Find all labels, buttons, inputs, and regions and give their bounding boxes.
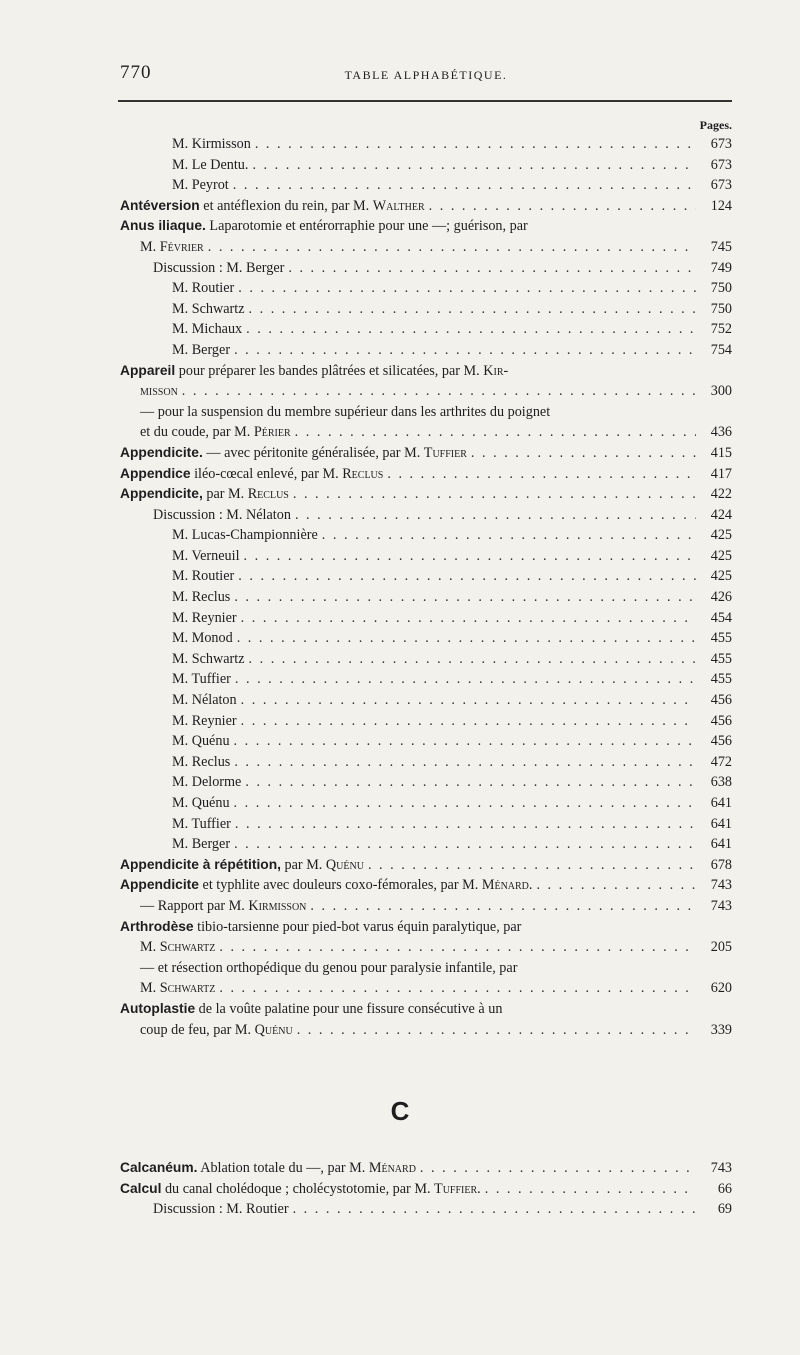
entry-page-number: 425: [710, 527, 732, 544]
entry-text: [153, 258, 284, 279]
entry-body: M. Quénu: [172, 733, 230, 750]
entry-author: Kirmisson: [248, 897, 307, 914]
entry-body: M. Reynier: [172, 712, 237, 729]
entry-page-number: 300: [710, 383, 732, 400]
leader-dots: [471, 443, 696, 464]
section-letter: C: [390, 1096, 410, 1126]
index-entry: [120, 134, 732, 155]
entry-author: Quénu: [254, 1021, 293, 1038]
index-entry: [120, 814, 732, 835]
entry-body: M.: [140, 238, 160, 255]
entry-heading: Calcanéum.: [120, 1160, 198, 1175]
entry-text: [153, 1199, 289, 1220]
leader-dots: [235, 814, 696, 835]
entry-text: [120, 484, 289, 505]
entry-body: M. Lucas-Championnière: [172, 527, 318, 544]
entry-body: M. Reynier: [172, 609, 237, 626]
entry-author: Quénu: [325, 856, 364, 873]
leader-dots: [295, 422, 696, 443]
entry-text: [153, 505, 291, 526]
index-entry: [120, 484, 732, 505]
entry-text: [172, 587, 230, 608]
entry-page-number: 455: [710, 630, 732, 647]
leader-dots: [420, 1158, 696, 1179]
entry-text: [172, 175, 229, 196]
leader-dots: [485, 1179, 696, 1200]
entry-page-number: 456: [710, 692, 732, 709]
index-entries-a: [120, 134, 732, 1040]
entry-body: et du coude, par M.: [140, 424, 254, 441]
entry-page-number: 641: [710, 795, 732, 811]
entry-text: [172, 546, 240, 567]
index-entry: [120, 566, 732, 587]
entry-body: iléo-cœcal enlevé, par M.: [190, 465, 343, 482]
entry-body: M. Quénu: [172, 795, 230, 811]
index-entry: [120, 628, 732, 649]
index-entry: [120, 1158, 732, 1179]
index-entry: [120, 1179, 732, 1200]
entry-text: [120, 361, 508, 382]
entry-page-number: 417: [710, 465, 732, 482]
leader-dots: [429, 196, 696, 217]
index-entry: [120, 1199, 732, 1220]
entry-body: M. Kirmisson: [172, 136, 251, 152]
index-entry: [120, 711, 732, 732]
entry-page-number: 673: [710, 136, 732, 152]
leader-dots: [233, 175, 696, 196]
index-entry: [120, 896, 732, 917]
index-entry: [120, 237, 732, 258]
index-entry: [120, 731, 732, 752]
entry-body: M. Reclus: [172, 589, 231, 606]
entry-page-number: 66: [717, 1180, 732, 1197]
entry-body: et antéflexion du rein, par M.: [199, 197, 373, 214]
leader-dots: [241, 608, 696, 629]
entry-body: M. Routier: [172, 568, 235, 585]
entry-text: [120, 999, 502, 1020]
entry-page-number: 754: [710, 341, 732, 358]
entry-body: M. Routier: [172, 280, 235, 297]
entry-text: [172, 525, 318, 546]
entry-page-number: 472: [710, 753, 732, 770]
entry-page-number: 749: [710, 259, 732, 276]
entry-body: par M.: [202, 486, 248, 503]
entry-author: Walther: [372, 197, 425, 214]
entry-heading: Anus iliaque.: [120, 218, 206, 234]
entry-text: [120, 1179, 481, 1200]
entry-heading: Autoplastie: [120, 1000, 196, 1016]
entry-text: [172, 340, 230, 361]
entry-heading: Appendicite.: [120, 444, 203, 460]
entry-page-number: 456: [710, 733, 732, 750]
entry-body: M. Berger: [172, 341, 231, 358]
entry-author: Reclus: [342, 465, 384, 482]
entry-page-number: 743: [710, 897, 732, 914]
index-entry: [120, 978, 732, 999]
leader-dots: [245, 772, 696, 793]
entry-text: [172, 278, 234, 299]
entry-body: M. Michaux: [172, 321, 243, 338]
entry-body: Discussion : M. Nélaton: [153, 506, 291, 523]
leader-dots: [288, 258, 696, 279]
entry-page-number: 422: [710, 486, 732, 503]
index-entry: [120, 1020, 732, 1041]
entry-text: [120, 464, 383, 485]
entry-text: [140, 402, 550, 423]
leader-dots: [310, 896, 696, 917]
entry-text: [172, 772, 241, 793]
index-entry: [120, 999, 732, 1020]
index-entry: [120, 875, 732, 896]
entry-text: [140, 422, 291, 443]
leader-dots: [297, 1020, 696, 1041]
page-header: [120, 62, 732, 90]
entry-text: [172, 711, 237, 732]
leader-dots: [238, 566, 696, 587]
entry-body: M. Berger: [172, 836, 231, 853]
index-entry: [120, 793, 732, 814]
entry-text: [140, 1020, 293, 1041]
leader-dots: [295, 505, 696, 526]
index-entry: [120, 546, 732, 567]
entry-body: M. Monod: [172, 630, 233, 647]
entry-page-number: 673: [710, 177, 732, 194]
entry-body: M. Le Dentu.: [172, 156, 249, 173]
entry-body: — et résection orthopédique du genou pour paralysie infantile, par: [140, 959, 518, 976]
entry-heading: Appareil: [120, 362, 176, 378]
entry-page-number: 641: [710, 836, 732, 853]
entry-text: [172, 690, 237, 711]
index-entry: [120, 155, 732, 176]
entry-author: Tuffier: [423, 444, 467, 461]
entry-page-number: 455: [710, 671, 732, 688]
leader-dots: [368, 855, 696, 876]
leader-dots: [219, 978, 696, 999]
entry-page-number: 673: [710, 156, 732, 173]
entry-heading: Arthrodèse: [120, 918, 194, 934]
entry-page-number: 750: [710, 300, 732, 317]
leader-dots: [252, 155, 696, 176]
entry-body: M.: [140, 980, 160, 997]
leader-dots: [293, 1199, 696, 1220]
entry-page-number: 69: [717, 1201, 732, 1218]
page-number: 770: [120, 62, 152, 83]
entry-body: — avec péritonite généralisée, par M.: [202, 444, 424, 461]
entry-page-number: 339: [710, 1021, 732, 1038]
entry-text: [172, 134, 251, 155]
leader-dots: [241, 690, 696, 711]
entry-page-number: 425: [710, 568, 732, 585]
entry-body: M. Schwartz: [172, 300, 245, 317]
leader-dots: [241, 711, 696, 732]
entry-body: M. Delorme: [172, 774, 242, 791]
index-entry: [120, 278, 732, 299]
index-entry: [120, 340, 732, 361]
entry-author: misson: [140, 383, 178, 400]
index-entry: [120, 216, 732, 237]
index-entry: [120, 319, 732, 340]
entry-text: [172, 299, 245, 320]
entry-text: [172, 752, 230, 773]
leader-dots: [235, 669, 696, 690]
running-title: TABLE ALPHABÉTIQUE.: [344, 68, 508, 82]
entry-page-number: 641: [710, 815, 732, 832]
leader-dots: [249, 649, 697, 670]
index-entry: [120, 958, 732, 979]
index-entry: [120, 649, 732, 670]
entry-text: [172, 669, 231, 690]
entry-page-number: 752: [710, 321, 732, 338]
entry-body: Ablation totale du —, par M.: [197, 1160, 369, 1176]
leader-dots: [249, 299, 697, 320]
entry-text: [120, 855, 364, 876]
entry-heading: Appendice: [120, 465, 191, 481]
entry-text: [172, 608, 237, 629]
entry-author: Février: [159, 238, 204, 255]
entry-body: pour préparer les bandes plâtrées et silicatées, par M.: [175, 362, 484, 379]
entry-page-number: 745: [710, 238, 732, 255]
entry-text: [172, 628, 233, 649]
entry-body: et typhlite avec douleurs coxo-fémorales, par M.: [198, 877, 482, 894]
entry-body: Discussion : M. Routier: [153, 1201, 289, 1218]
entry-author: Ménard.: [481, 877, 533, 894]
entry-text: [120, 443, 467, 464]
index-entry: [120, 299, 732, 320]
entry-page-number: 454: [710, 609, 732, 626]
entry-text: [172, 834, 230, 855]
pages-column-label: Pages.: [699, 118, 732, 132]
index-entry: [120, 381, 732, 402]
leader-dots: [234, 793, 696, 814]
entry-page-number: 415: [710, 444, 732, 461]
entry-text: [140, 237, 204, 258]
entry-body: du canal cholédoque ; cholécystotomie, par M.: [161, 1180, 435, 1197]
index-entry: [120, 196, 732, 217]
entry-author: Kir-: [483, 362, 509, 379]
leader-dots: [219, 937, 696, 958]
index-entry: [120, 855, 732, 876]
index-entry: [120, 443, 732, 464]
leader-dots: [234, 731, 696, 752]
entry-text: [140, 958, 517, 979]
index-entry: [120, 608, 732, 629]
leader-dots: [255, 134, 696, 155]
entry-text: [120, 875, 532, 896]
entry-page-number: 678: [710, 856, 732, 873]
entry-text: [140, 937, 215, 958]
index-entry: [120, 752, 732, 773]
entry-page-number: 425: [710, 547, 732, 564]
entry-author: Périer: [253, 424, 291, 441]
entry-body: — Rapport par M.: [140, 897, 249, 914]
entry-page-number: 124: [710, 197, 732, 214]
leader-dots: [238, 278, 696, 299]
entry-body: M. Peyrot: [172, 177, 229, 194]
index-entry: [120, 525, 732, 546]
entry-body: de la voûte palatine pour une fissure consécutive à un: [195, 1000, 503, 1017]
entry-text: [172, 793, 230, 814]
entry-body: Laparotomie et entérorraphie pour une —; guérison, par: [205, 218, 528, 235]
entry-text: [172, 814, 231, 835]
entry-text: [172, 566, 234, 587]
index-entry: [120, 669, 732, 690]
index-entry: [120, 690, 732, 711]
index-entry: [120, 937, 732, 958]
entry-text: [120, 216, 528, 237]
entry-page-number: 426: [710, 589, 732, 606]
index-entry: [120, 917, 732, 938]
index-entry: [120, 587, 732, 608]
entry-body: M. Schwartz: [172, 650, 245, 667]
index-entry: [120, 258, 732, 279]
leader-dots: [237, 628, 696, 649]
entry-body: coup de feu, par M.: [140, 1021, 255, 1038]
entry-body: M. Nélaton: [172, 692, 237, 709]
entry-heading: Antéversion: [120, 197, 200, 213]
entry-page-number: 424: [710, 506, 732, 523]
entry-heading: Appendicite: [120, 877, 199, 893]
entry-text: [120, 917, 521, 938]
entry-author: Reclus: [247, 486, 289, 503]
entry-page-number: 620: [710, 980, 732, 997]
index-entry: [120, 175, 732, 196]
entry-text: [172, 649, 245, 670]
entry-page-number: 436: [710, 424, 732, 441]
index-entry: [120, 402, 732, 423]
entry-text: [140, 896, 306, 917]
entry-page-number: 456: [710, 712, 732, 729]
leader-dots: [322, 525, 696, 546]
index-entry: [120, 361, 732, 382]
entry-text: [172, 319, 242, 340]
header-rule: [118, 100, 732, 102]
entry-text: [172, 731, 230, 752]
entry-heading: Appendicite à répétition,: [120, 856, 281, 872]
entry-body: M. Tuffier: [172, 815, 231, 832]
entry-text: [140, 978, 215, 999]
entry-heading: Appendicite,: [120, 486, 203, 502]
leader-dots: [182, 381, 696, 402]
index-entry: [120, 464, 732, 485]
entry-author: Tuffier.: [434, 1180, 481, 1197]
entry-text: [120, 1158, 416, 1179]
leader-dots: [246, 319, 696, 340]
entry-author: Ménard: [368, 1160, 416, 1176]
entry-author: Schwartz: [159, 980, 216, 997]
entry-text: [140, 381, 178, 402]
entry-page-number: 638: [710, 774, 732, 791]
leader-dots: [536, 875, 696, 896]
index-entry: [120, 834, 732, 855]
entry-body: M. Tuffier: [172, 671, 231, 688]
entry-body: M.: [140, 939, 160, 956]
entry-body: Discussion : M. Berger: [153, 259, 285, 276]
entry-page-number: 750: [710, 280, 732, 297]
leader-dots: [234, 752, 696, 773]
entry-page-number: 743: [710, 1160, 732, 1176]
leader-dots: [244, 546, 696, 567]
entry-body: par M.: [280, 856, 326, 873]
entry-body: tibio-tarsienne pour pied-bot varus équin paralytique, par: [193, 918, 522, 935]
entry-page-number: 205: [710, 939, 732, 956]
leader-dots: [234, 340, 696, 361]
index-entry: [120, 505, 732, 526]
entry-body: M. Verneuil: [172, 547, 240, 564]
entry-page-number: 743: [710, 877, 732, 894]
entry-author: Schwartz: [159, 939, 216, 956]
leader-dots: [293, 484, 696, 505]
entry-page-number: 455: [710, 650, 732, 667]
index-entry: [120, 772, 732, 793]
entry-text: [172, 155, 248, 176]
entry-text: [120, 196, 425, 217]
leader-dots: [387, 464, 696, 485]
leader-dots: [234, 834, 696, 855]
index-entry: [120, 422, 732, 443]
leader-dots: [234, 587, 696, 608]
entry-body: M. Reclus: [172, 753, 231, 770]
leader-dots: [208, 237, 696, 258]
entry-heading: Calcul: [120, 1180, 162, 1196]
entry-body: — pour la suspension du membre supérieur dans les arthrites du poignet: [140, 403, 551, 420]
index-entries-c: [120, 1158, 732, 1220]
